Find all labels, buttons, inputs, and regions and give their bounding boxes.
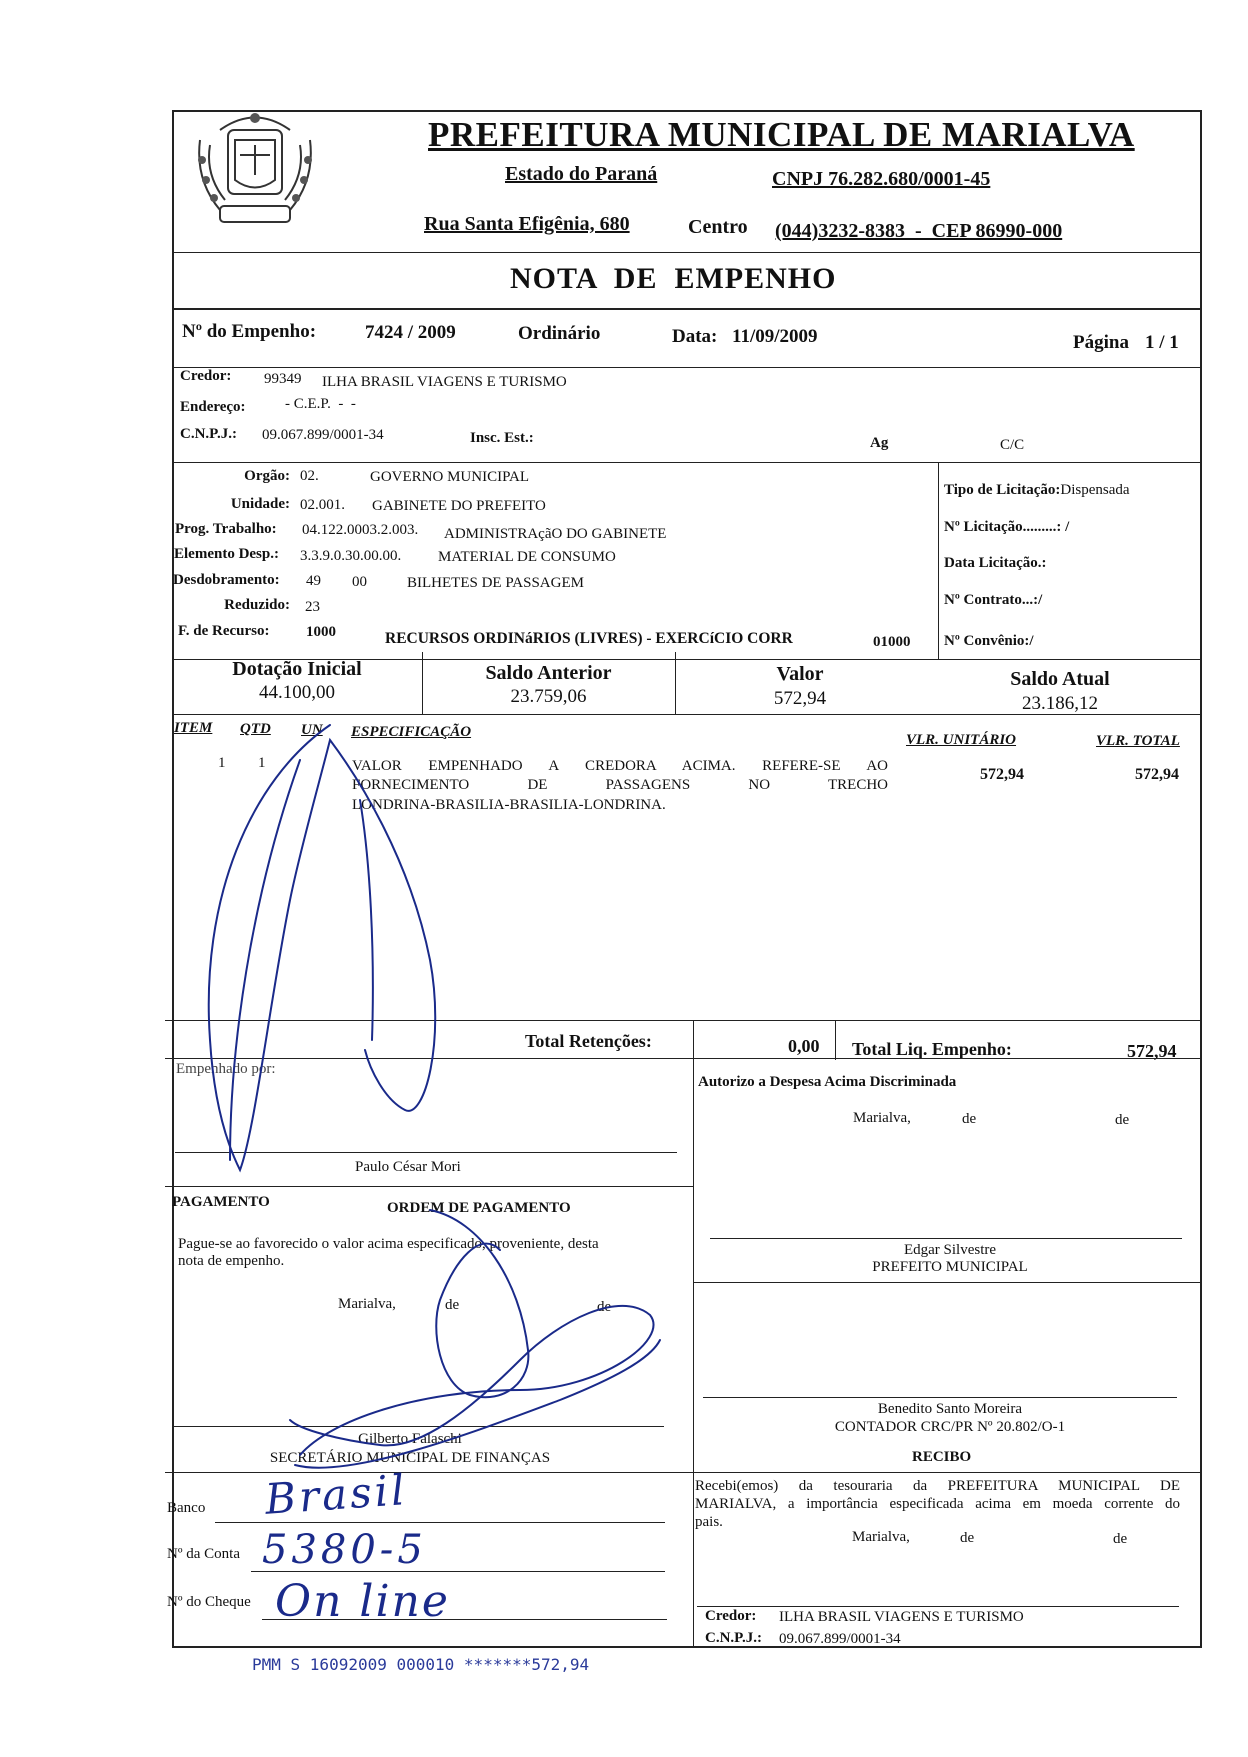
convenio-number: Nº Convênio:/ — [944, 633, 1034, 649]
secretario-role: SECRETÁRIO MUNICIPAL DE FINANÇAS — [269, 1450, 551, 1466]
page-number: 1 / 1 — [1145, 332, 1179, 353]
document-title: NOTA DE EMPENHO — [510, 262, 837, 295]
col-vlr-unitario: VLR. UNITÁRIO — [906, 732, 1017, 748]
orgao-label: Orgão: — [244, 468, 290, 484]
unidade-code: 02.001. — [300, 497, 345, 513]
total-liq-label: Total Liq. Empenho: — [852, 1039, 1012, 1059]
fonte-recurso-label: F. de Recurso: — [178, 623, 270, 639]
col-qtd: QTD — [240, 721, 271, 737]
prefeito-name: Edgar Silvestre — [903, 1242, 997, 1258]
credor-cnpj: 09.067.899/0001-34 — [262, 427, 384, 443]
cheque-handwritten: On line — [275, 1576, 450, 1627]
elemento-label: Elemento Desp.: — [174, 546, 279, 562]
state-name: Estado do Paraná — [505, 163, 658, 185]
licitacao-type-value: Dispensada — [1060, 482, 1130, 498]
contrato-number: Nº Contrato...:/ — [944, 592, 1043, 608]
empenhado-name: Paulo César Mori — [355, 1159, 461, 1175]
col-especificacao: ESPECIFICAÇÃO — [351, 724, 472, 740]
autorizo-place: Marialva, — [853, 1110, 911, 1126]
empenhado-label: Empenhado por: — [176, 1061, 276, 1077]
recibo-credor: ILHA BRASIL VIAGENS E TURISMO — [779, 1609, 1024, 1625]
orgao-code: 02. — [300, 468, 319, 484]
pagamento-de2: de — [597, 1299, 612, 1315]
saldo-atual-value: 23.186,12 — [1022, 693, 1098, 714]
account-label: C/C — [1000, 437, 1025, 453]
credor-code: 99349 — [264, 371, 302, 387]
address-label: Endereço: — [180, 399, 246, 415]
desdobramento-name: BILHETES DE PASSAGEM — [407, 575, 584, 591]
org-district: Centro — [688, 216, 748, 238]
cheque-label: Nº do Cheque — [167, 1594, 251, 1610]
recibo-label: RECIBO — [912, 1449, 972, 1465]
col-item: ITEM — [174, 720, 213, 736]
pagamento-de1: de — [445, 1297, 460, 1313]
empenho-date-label: Data: — [672, 326, 718, 347]
retencoes-label: Total Retenções: — [525, 1031, 652, 1051]
reduzido-value: 23 — [305, 599, 320, 615]
item-qtd: 1 — [258, 755, 266, 771]
signature-stroke — [360, 800, 373, 1040]
prog-code: 04.122.0003.2.003. — [302, 522, 419, 538]
desdobramento-label: Desdobramento: — [173, 572, 280, 588]
fonte-recurso-code: 1000 — [306, 624, 336, 640]
licitacao-number: Nº Licitação.........: / — [944, 519, 1070, 535]
elemento-name: MATERIAL DE CONSUMO — [438, 549, 616, 565]
conta-label: Nº da Conta — [167, 1546, 240, 1562]
total-liq-value: 572,94 — [1127, 1041, 1177, 1061]
saldo-atual-label: Saldo Atual — [1010, 668, 1110, 690]
unidade-label: Unidade: — [230, 496, 290, 512]
conta-handwritten: 5380-5 — [262, 1527, 427, 1573]
recibo-cnpj: 09.067.899/0001-34 — [779, 1631, 901, 1647]
unidade-name: GABINETE DO PREFEITO — [372, 498, 546, 514]
bank-stamp: PMM S 16092009 000010 *******572,94 — [252, 1655, 590, 1674]
org-street: Rua Santa Efigênia, 680 — [424, 213, 630, 235]
org-cnpj: CNPJ 76.282.680/0001-45 — [772, 168, 991, 190]
org-name: PREFEITURA MUNICIPAL DE MARIALVA — [428, 115, 1135, 154]
desdobramento-code1: 49 — [306, 573, 321, 589]
contador-name: Benedito Santo Moreira — [877, 1401, 1023, 1417]
autorizo-de2: de — [1115, 1112, 1130, 1128]
credor-label: Credor: — [180, 368, 232, 384]
saldo-anterior-label: Saldo Anterior — [485, 662, 612, 684]
empenho-number: 7424 / 2009 — [365, 322, 456, 343]
ordem-pagamento-label: ORDEM DE PAGAMENTO — [387, 1200, 571, 1216]
signature-stroke — [209, 725, 436, 1170]
page-label: Página — [1073, 332, 1129, 353]
item-desc-line1: VALOR EMPENHADO A CREDORA ACIMA. REFERE-SE AO — [352, 758, 888, 774]
credor-name: ILHA BRASIL VIAGENS E TURISMO — [322, 374, 567, 390]
desdobramento-code2: 00 — [352, 574, 367, 590]
signature-stroke — [295, 1340, 660, 1468]
recibo-text1: Recebi(emos) da tesouraria da PREFEITURA MUNICIPAL DE — [695, 1478, 1180, 1494]
agency-label: Ag — [870, 435, 889, 451]
valor-value: 572,94 — [773, 688, 827, 709]
reduzido-label: Reduzido: — [224, 597, 290, 613]
licitacao-date: Data Licitação.: — [944, 555, 1047, 571]
valor-label: Valor — [776, 663, 824, 685]
insc-est-label: Insc. Est.: — [470, 430, 534, 446]
col-vlr-total: VLR. TOTAL — [1096, 733, 1180, 749]
fonte-recurso-name: RECURSOS ORDINáRIOS (LIVRES) - EXERCíCIO CORR — [385, 630, 793, 647]
col-un: UN — [301, 722, 323, 738]
pagamento-label: PAGAMENTO — [172, 1194, 270, 1210]
pagamento-text1: Pague-se ao favorecido o valor acima especificado, proveniente, desta — [178, 1236, 599, 1252]
item-vlr-total: 572,94 — [1135, 766, 1179, 783]
prog-label: Prog. Trabalho: — [175, 521, 277, 537]
recibo-cnpj-label: C.N.P.J.: — [705, 1630, 762, 1646]
banco-handwritten: Brasil — [263, 1465, 409, 1524]
empenho-number-label: Nº do Empenho: — [182, 321, 317, 342]
recibo-de1: de — [960, 1530, 975, 1546]
org-phone-cep: (044)3232-8383 - CEP 86990-000 — [775, 220, 1063, 242]
secretario-name: Gilberto Falaschi — [358, 1431, 462, 1447]
fonte-recurso-code2: 01000 — [873, 634, 911, 650]
retencoes-value: 0,00 — [788, 1036, 820, 1056]
credor-cnpj-label: C.N.P.J.: — [180, 426, 237, 442]
item-number: 1 — [218, 755, 226, 771]
signature-stroke — [430, 1210, 528, 1397]
elemento-code: 3.3.9.0.30.00.00. — [300, 548, 402, 564]
pagamento-text2: nota de empenho. — [178, 1253, 285, 1269]
empenho-type: Ordinário — [518, 323, 601, 344]
recibo-text3: pais. — [695, 1514, 723, 1530]
licitacao-type-label: Tipo de Licitação: — [944, 482, 1061, 498]
orgao-name: GOVERNO MUNICIPAL — [370, 469, 530, 485]
dotacao-value: 44.100,00 — [259, 682, 335, 703]
recibo-credor-label: Credor: — [705, 1608, 757, 1624]
item-desc-line3: LONDRINA-BRASILIA-BRASILIA-LONDRINA. — [352, 797, 666, 813]
contador-role: CONTADOR CRC/PR Nº 20.802/O-1 — [834, 1419, 1066, 1435]
recibo-place: Marialva, — [852, 1529, 910, 1545]
recibo-text2: MARIALVA, a importância especificada acima em moeda corrente do — [695, 1496, 1180, 1512]
dotacao-label: Dotação Inicial — [232, 658, 362, 680]
prefeito-role: PREFEITO MUNICIPAL — [872, 1259, 1028, 1275]
banco-label: Banco — [167, 1500, 206, 1516]
prog-name: ADMINISTRAçãO DO GABINETE — [444, 526, 667, 542]
pagamento-place: Marialva, — [338, 1296, 396, 1312]
autorizo-de1: de — [962, 1111, 977, 1127]
signature-stroke — [230, 760, 300, 1160]
item-desc-line2: FORNECIMENTO DE PASSAGENS NO TRECHO — [352, 777, 888, 793]
empenho-date: 11/09/2009 — [732, 326, 818, 347]
address-value: - C.E.P. - - — [285, 396, 356, 412]
item-vlr-unitario: 572,94 — [980, 766, 1024, 783]
recibo-de2: de — [1113, 1531, 1128, 1547]
autorizo-label: Autorizo a Despesa Acima Discriminada — [698, 1074, 957, 1090]
saldo-anterior-value: 23.759,06 — [510, 686, 587, 707]
